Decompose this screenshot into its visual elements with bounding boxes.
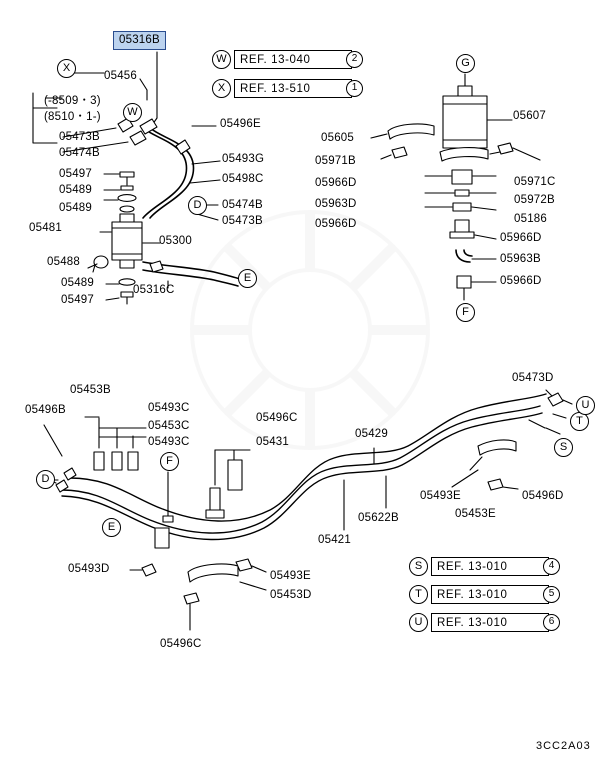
- part-label-05488: 05488: [47, 256, 80, 268]
- part-label-05496D: 05496D: [522, 490, 564, 502]
- part-label-05605: 05605: [321, 132, 354, 144]
- ref-box-13-510-text: REF. 13-510: [240, 82, 311, 95]
- part-label-05186: 05186: [514, 213, 547, 225]
- part-label-05429: 05429: [355, 428, 388, 440]
- part-label-05489-a: 05489: [59, 184, 92, 196]
- part-label-05493D: 05493D: [68, 563, 110, 575]
- part-label-05497-b: 05497: [61, 294, 94, 306]
- ref-num-6-icon: 6: [543, 614, 560, 631]
- marker-f-icon-top: F: [456, 303, 475, 322]
- part-label-05453B: 05453B: [70, 384, 111, 396]
- ref-marker-u-icon: U: [409, 613, 428, 632]
- marker-u-icon: U: [576, 396, 595, 415]
- part-label-05971C: 05971C: [514, 176, 556, 188]
- part-label-05473B-b: 05473B: [222, 215, 263, 227]
- ref-box-13-040[interactable]: [234, 50, 352, 69]
- part-label-05473D: 05473D: [512, 372, 554, 384]
- marker-d-icon-top: D: [188, 196, 207, 215]
- part-label-05456: 05456: [104, 70, 137, 82]
- ref-num-2-icon: 2: [346, 51, 363, 68]
- highlighted-part-label[interactable]: 05316B: [113, 31, 166, 50]
- part-label-05481: 05481: [29, 222, 62, 234]
- marker-e-icon-bottom: E: [102, 518, 121, 537]
- part-label-05473B-a: 05473B: [59, 131, 100, 143]
- ref-box-13-010-4-text: REF. 13-010: [437, 560, 508, 573]
- date-note-1: (-8509・3): [44, 95, 101, 107]
- ref-num-1-icon: 1: [346, 80, 363, 97]
- part-label-05453E: 05453E: [455, 508, 496, 520]
- part-label-05966D-a: 05966D: [315, 177, 357, 189]
- marker-g-icon: G: [456, 54, 475, 73]
- marker-x-icon: X: [57, 59, 76, 78]
- part-label-05966D-c: 05966D: [500, 232, 542, 244]
- part-label-05963D: 05963D: [315, 198, 357, 210]
- diagram-code: 3CC2A03: [536, 740, 591, 752]
- ref-box-13-010-5-text: REF. 13-010: [437, 588, 508, 601]
- part-label-05493E-b: 05493E: [270, 570, 311, 582]
- part-label-05474B-a: 05474B: [59, 147, 100, 159]
- ref-box-13-010-4[interactable]: [431, 557, 549, 576]
- part-label-05300: 05300: [159, 235, 192, 247]
- part-label-05496C-b: 05496C: [160, 638, 202, 650]
- ref-box-13-010-5[interactable]: [431, 585, 549, 604]
- part-label-05453D: 05453D: [270, 589, 312, 601]
- part-label-05493C-b: 05493C: [148, 436, 190, 448]
- marker-t-icon: T: [570, 412, 589, 431]
- marker-d-icon-bottom: D: [36, 470, 55, 489]
- part-label-05496C-a: 05496C: [256, 412, 298, 424]
- ref-marker-x-icon: X: [212, 79, 231, 98]
- marker-e-icon-top: E: [238, 269, 257, 288]
- part-label-05474B-b: 05474B: [222, 199, 263, 211]
- part-label-05607: 05607: [513, 110, 546, 122]
- part-label-05489-b: 05489: [59, 202, 92, 214]
- part-label-05316C: 05316C: [133, 284, 175, 296]
- ref-marker-s-icon: S: [409, 557, 428, 576]
- ref-num-5-icon: 5: [543, 586, 560, 603]
- part-label-05622B: 05622B: [358, 512, 399, 524]
- ref-num-4-icon: 4: [543, 558, 560, 575]
- part-label-05498C: 05498C: [222, 173, 264, 185]
- part-label-05497-a: 05497: [59, 168, 92, 180]
- part-label-05493E-a: 05493E: [420, 490, 461, 502]
- part-label-05496B: 05496B: [25, 404, 66, 416]
- marker-s-icon: S: [554, 438, 573, 457]
- ref-box-13-010-6-text: REF. 13-010: [437, 616, 508, 629]
- part-label-05421: 05421: [318, 534, 351, 546]
- part-label-05453C: 05453C: [148, 420, 190, 432]
- part-label-05489-c: 05489: [61, 277, 94, 289]
- ref-box-13-040-text: REF. 13-040: [240, 53, 311, 66]
- part-label-05963B: 05963B: [500, 253, 541, 265]
- ref-box-13-010-6[interactable]: [431, 613, 549, 632]
- marker-f-icon-bottom: F: [160, 452, 179, 471]
- date-note-2: (8510・1-): [44, 111, 101, 123]
- ref-marker-w-icon: W: [212, 50, 231, 69]
- part-label-05966D-d: 05966D: [500, 275, 542, 287]
- ref-marker-t-icon: T: [409, 585, 428, 604]
- part-label-05431: 05431: [256, 436, 289, 448]
- ref-box-13-510[interactable]: [234, 79, 352, 98]
- part-label-05972B: 05972B: [514, 194, 555, 206]
- part-label-05493G: 05493G: [222, 153, 265, 165]
- part-label-05493C-a: 05493C: [148, 402, 190, 414]
- marker-w-icon: W: [123, 103, 142, 122]
- part-label-05966D-b: 05966D: [315, 218, 357, 230]
- part-label-05971B: 05971B: [315, 155, 356, 167]
- part-label-05496E: 05496E: [220, 118, 261, 130]
